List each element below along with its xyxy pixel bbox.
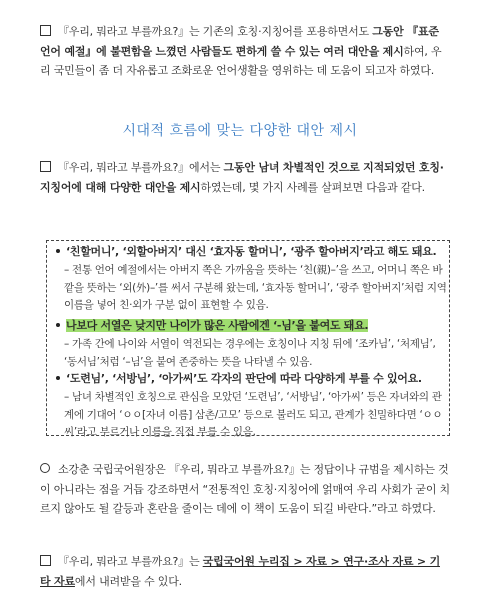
director-quote-text: 국립국어원장은 『우리, 뭐라고 부를까요?』는 정답이나 규범을 제시하는 것이 아니라는 점을 거듭 강조하면서 “전통적인 호칭·지칭어에 얽매여 우리 사회가 굳이 치르지 않아도 될 갈등과 혼란을 줄이는 데에 이 책이 도움이 되길 바란다.”라고 하였다. [40, 463, 450, 515]
cases-intro-text-a: 『우리, 뭐라고 부를까요?』에서는 [58, 161, 224, 174]
bullet-dot-icon [56, 249, 60, 253]
intro-text-a: 『우리, 뭐라고 부를까요?』는 기존의 호칭·지칭어를 포용하면서도 [58, 25, 373, 38]
checkbox-bullet-icon [40, 25, 51, 36]
example-2-description: – 가족 간에 나이와 서열이 역전되는 경우에는 호칭이나 지칭 뒤에 ‘조카님’, ‘처제님’, ‘동서님’처럼 ‘–님’을 붙여 존중하는 뜻을 나타낼 수 있음. [64, 338, 436, 368]
bullet-dot-icon [56, 376, 60, 380]
download-path-link[interactable]: 국립국어원 누리집 > 자료 > 연구·조사 자료 > 기타 자료 [40, 555, 440, 588]
director-name: 소강춘 [58, 463, 90, 476]
example-1-description: – 전통 언어 예절에서는 아버지 쪽은 가까움을 뜻하는 ‘친(親)–’을 쓰고, 어머니 쪽은 바깥을 뜻하는 ‘외(外)–’를 써서 구분해 왔는데, ‘효자동 할머니’, ‘광주 할아버지’처럼 지역 이름을 넣어 친·외가 구분 없이 표현할 수 있음. [64, 264, 447, 311]
example-3-title [56, 370, 448, 388]
download-paragraph [40, 552, 450, 591]
example-3-description: – 남녀 차별적인 호칭으로 관심을 모았던 ‘도련님’, ‘서방님’, ‘아가씨’ 등은 자녀와의 관계에 기대어 ‘ㅇㅇ[자녀 이름] 삼촌/고모’ 등으로 불러도 되고, 관계가 친밀하다면 ‘ㅇㅇ 씨’라고 부르거나 이름을 직접 부를 수 있음. [64, 391, 443, 438]
example-1-title-text: ‘친할머니’, ‘외할아버지’ 대신 ‘효자동 할머니’, ‘광주 할아버지’라고 해도 돼요. [66, 245, 437, 258]
example-2-title-text: 나보다 서열은 낮지만 나이가 많은 사람에겐 ‘-님’을 붙여도 돼요. [66, 319, 369, 332]
download-text-c: 에서 내려받을 수 있다. [74, 574, 182, 588]
cases-intro-paragraph [40, 158, 450, 197]
example-2-title [56, 317, 448, 335]
example-1-title [56, 243, 448, 261]
section-heading: 시대적 흐름에 맞는 다양한 대안 제시 [122, 123, 358, 139]
cases-intro-text-bold: 그동안 남녀 차별적인 것으로 지적되었던 호칭·지칭어에 대해 다양한 대안을 제시 [40, 161, 444, 194]
download-text-a: 『우리, 뭐라고 부를까요?』는 [58, 555, 203, 568]
director-quote-paragraph [40, 460, 450, 519]
cases-intro-text-c: 하였는데, 몇 가지 사례를 살펴보면 다음과 같다. [200, 180, 425, 194]
checkbox-bullet-icon [40, 555, 51, 566]
bullet-dot-icon [56, 323, 60, 327]
circle-bullet-icon [40, 463, 50, 473]
intro-paragraph [40, 22, 450, 81]
example-3-title-text: ‘도련님’, ‘서방님’, ‘아가씨’도 각자의 판단에 따라 다양하게 부를 수 있어요. [66, 372, 422, 385]
checkbox-bullet-icon [40, 161, 51, 172]
intro-text-bold: 그동안 『표준 언어 예절』에 불편함을 느꼈던 사람들도 편하게 쓸 수 있는 여러 대안을 제시 [40, 25, 439, 58]
intro-text-c: 하여, 우리 국민들이 좀 더 자유롭고 조화로운 언어생활을 영위하는 데 도움이 되고자 하였다. [40, 44, 442, 77]
